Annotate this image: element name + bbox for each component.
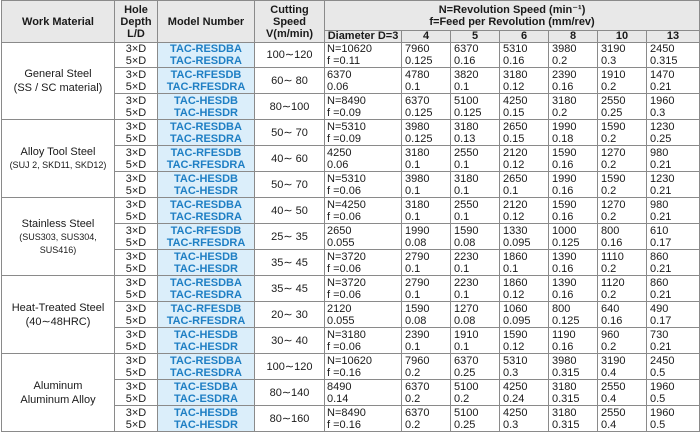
speed-feed-cell: 3980 0.1 [402, 172, 451, 198]
speed-feed-cell: 1590 0.12 [500, 328, 549, 354]
speed-feed-cell-d3: 4250 0.06 [325, 146, 402, 172]
speed-feed-cell: 980 0.21 [647, 198, 700, 224]
speed-feed-cell: 490 0.17 [647, 302, 700, 328]
hole-depth-cell: 3×D 5×D [115, 224, 158, 250]
speed-feed-cell: 4250 0.3 [500, 406, 549, 432]
header-diameter-8: 8 [549, 31, 598, 43]
work-material-line: Alloy Tool Steel [20, 146, 96, 158]
cutting-speed-cell: 80∼100 [255, 94, 325, 120]
speed-feed-cell: 5310 0.3 [500, 354, 549, 380]
cutting-speed-cell: 80∼140 [255, 380, 325, 406]
hole-depth-cell: 3×D 5×D [115, 43, 158, 68]
speed-feed-cell: 4250 0.15 [500, 94, 549, 120]
model-number-cell: TAC-RFESDB TAC-RFESDRA [158, 302, 255, 328]
work-material-cell [2, 198, 115, 276]
cutting-speed-cell: 50∼ 70 [255, 120, 325, 146]
speed-feed-cell: 2550 0.4 [598, 380, 647, 406]
model-number-cell: TAC-RESDBA TAC-RESDRA [158, 120, 255, 146]
speed-feed-cell: 2550 0.4 [598, 406, 647, 432]
work-material-cell [2, 276, 115, 354]
table-row [2, 120, 700, 146]
speed-feed-cell: 2450 0.315 [647, 43, 700, 68]
header-diameter-5: 5 [451, 31, 500, 43]
speed-feed-cell: 3180 0.2 [549, 94, 598, 120]
table-row [2, 43, 700, 68]
hole-depth-cell: 3×D 5×D [115, 94, 158, 120]
speed-feed-cell: 2390 0.1 [402, 328, 451, 354]
speed-feed-cell: 1330 0.095 [500, 224, 549, 250]
header-work-material: Work Material [2, 1, 115, 43]
speed-feed-cell: 1590 0.2 [598, 172, 647, 198]
speed-feed-cell: 2650 0.1 [500, 172, 549, 198]
header-cutting-speed: Cutting Speed V(m/min) [255, 1, 325, 43]
model-number-cell: TAC-RESDBA TAC-RESDRA [158, 43, 255, 68]
speed-feed-cell: 730 0.21 [647, 328, 700, 354]
speed-feed-cell-d3: N=10620 f =0.11 [325, 43, 402, 68]
model-number-cell: TAC-RESDBA TAC-RESDRA [158, 354, 255, 380]
work-material-line: Heat-Treated Steel [11, 301, 105, 314]
header-diameter-13: 13 [647, 31, 700, 43]
speed-feed-cell: 6370 0.16 [451, 43, 500, 68]
work-material-line: (SS / SC material) [13, 82, 103, 94]
speed-feed-cell-d3: 2120 0.055 [325, 302, 402, 328]
hole-depth-cell: 3×D 5×D [115, 120, 158, 146]
speed-feed-cell: 1270 0.2 [598, 146, 647, 172]
speed-feed-cell: 1270 0.08 [451, 302, 500, 328]
work-material-line: (40∼48HRC) [25, 315, 91, 328]
header-model-number: Model Number [158, 1, 255, 43]
work-material-line: (SUJ 2, SKD11, SKD12) [9, 160, 107, 170]
cutting-speed-cell: 60∼ 80 [255, 68, 325, 94]
cutting-speed-cell: 30∼ 40 [255, 328, 325, 354]
speed-feed-cell: 5100 0.2 [451, 380, 500, 406]
work-material-line: Aluminum [33, 379, 83, 392]
speed-feed-cell-d3: 8490 0.14 [325, 380, 402, 406]
speed-feed-cell: 2550 0.1 [451, 146, 500, 172]
speed-feed-cell: 3180 0.315 [549, 380, 598, 406]
work-material-line: Stainless Steel [21, 217, 95, 230]
speed-feed-cell: 1110 0.2 [598, 250, 647, 276]
speed-feed-cell: 1000 0.125 [549, 224, 598, 250]
speed-feed-cell: 3190 0.4 [598, 354, 647, 380]
speed-feed-cell: 2450 0.5 [647, 354, 700, 380]
cutting-speed-cell: 40∼ 60 [255, 146, 325, 172]
cutting-speed-cell: 100∼120 [255, 43, 325, 68]
hole-depth-cell: 3×D 5×D [115, 198, 158, 224]
speed-feed-cell: 2650 0.15 [500, 120, 549, 146]
work-material-cell [2, 120, 115, 198]
speed-feed-cell: 1120 0.2 [598, 276, 647, 302]
speed-feed-cell: 640 0.16 [598, 302, 647, 328]
speed-feed-cell: 4250 0.24 [500, 380, 549, 406]
header-diameter-4: 4 [402, 31, 451, 43]
speed-feed-cell: 1590 0.08 [402, 302, 451, 328]
speed-feed-cell: 3180 0.12 [500, 68, 549, 94]
speed-feed-cell: 3180 0.1 [402, 198, 451, 224]
hole-depth-cell: 3×D 5×D [115, 354, 158, 380]
speed-feed-cell: 1390 0.16 [549, 250, 598, 276]
speed-feed-cell: 3190 0.3 [598, 43, 647, 68]
header-diameter-10: 10 [598, 31, 647, 43]
speed-feed-cell: 6370 0.25 [451, 354, 500, 380]
speed-feed-cell: 3820 0.1 [451, 68, 500, 94]
work-material-cell [2, 354, 115, 432]
cutting-speed-cell: 50∼ 70 [255, 172, 325, 198]
model-number-cell: TAC-HESDB TAC-HESDR [158, 172, 255, 198]
speed-feed-cell-d3: N=5310 f =0.06 [325, 172, 402, 198]
model-number-cell: TAC-HESDB TAC-HESDR [158, 250, 255, 276]
speed-feed-cell: 5310 0.16 [500, 43, 549, 68]
speed-feed-cell: 1230 0.25 [647, 120, 700, 146]
model-number-cell: TAC-RFESDB TAC-RFESDRA [158, 224, 255, 250]
speed-feed-cell: 6370 0.2 [402, 380, 451, 406]
cutting-conditions-table [1, 0, 700, 432]
cutting-speed-cell: 35∼ 45 [255, 250, 325, 276]
work-material-line: General Steel [24, 68, 92, 80]
table-row [2, 276, 700, 302]
table-row [2, 198, 700, 224]
speed-feed-cell: 1590 0.2 [598, 120, 647, 146]
speed-feed-cell: 6370 0.2 [402, 406, 451, 432]
speed-feed-cell: 2550 0.1 [451, 198, 500, 224]
speed-feed-cell: 5100 0.125 [451, 94, 500, 120]
speed-feed-cell-d3: N=3720 f =0.06 [325, 250, 402, 276]
speed-feed-cell-d3: N=5310 f =0.09 [325, 120, 402, 146]
speed-feed-cell: 1990 0.16 [549, 172, 598, 198]
speed-feed-cell: 3180 0.13 [451, 120, 500, 146]
speed-feed-cell: 6370 0.125 [402, 94, 451, 120]
speed-feed-cell: 800 0.16 [598, 224, 647, 250]
model-number-cell: TAC-RESDBA TAC-RESDRA [158, 198, 255, 224]
speed-feed-cell: 1590 0.16 [549, 146, 598, 172]
speed-feed-cell: 960 0.2 [598, 328, 647, 354]
speed-feed-cell: 2550 0.25 [598, 94, 647, 120]
speed-feed-cell-d3: N=3180 f =0.06 [325, 328, 402, 354]
speed-feed-cell: 2230 0.1 [451, 276, 500, 302]
speed-feed-cell: 1190 0.16 [549, 328, 598, 354]
speed-feed-cell: 3980 0.315 [549, 354, 598, 380]
speed-feed-cell: 1990 0.08 [402, 224, 451, 250]
speed-feed-cell: 1060 0.095 [500, 302, 549, 328]
cutting-speed-cell: 20∼ 30 [255, 302, 325, 328]
speed-feed-cell: 3980 0.2 [549, 43, 598, 68]
speed-feed-cell: 1590 0.08 [451, 224, 500, 250]
speed-feed-cell: 5100 0.25 [451, 406, 500, 432]
hole-depth-cell: 3×D 5×D [115, 328, 158, 354]
speed-feed-cell: 2790 0.1 [402, 276, 451, 302]
hole-depth-cell: 3×D 5×D [115, 172, 158, 198]
hole-depth-cell: 3×D 5×D [115, 302, 158, 328]
speed-feed-cell: 800 0.125 [549, 302, 598, 328]
speed-feed-cell: 1910 0.2 [598, 68, 647, 94]
speed-feed-cell: 1390 0.16 [549, 276, 598, 302]
speed-feed-cell-d3: N=4250 f =0.06 [325, 198, 402, 224]
speed-feed-cell: 1470 0.21 [647, 68, 700, 94]
model-number-cell: TAC-HESDB TAC-HESDR [158, 406, 255, 432]
model-number-cell: TAC-HESDB TAC-HESDR [158, 328, 255, 354]
model-number-cell: TAC-HESDB TAC-HESDR [158, 94, 255, 120]
model-number-cell: TAC-RFESDB TAC-RFESDRA [158, 146, 255, 172]
work-material-line: (SUS303, SUS304, SUS416) [19, 231, 97, 255]
speed-feed-cell-d3: N=8490 f =0.09 [325, 94, 402, 120]
speed-feed-cell: 3180 0.1 [451, 172, 500, 198]
speed-feed-cell: 2790 0.1 [402, 250, 451, 276]
speed-feed-cell: 1960 0.5 [647, 380, 700, 406]
speed-feed-cell: 4780 0.1 [402, 68, 451, 94]
speed-feed-cell: 860 0.21 [647, 276, 700, 302]
hole-depth-cell: 3×D 5×D [115, 68, 158, 94]
hole-depth-cell: 3×D 5×D [115, 406, 158, 432]
speed-feed-cell: 2120 0.12 [500, 198, 549, 224]
cutting-speed-cell: 35∼ 45 [255, 276, 325, 302]
work-material-cell [2, 43, 115, 120]
cutting-speed-cell: 40∼ 50 [255, 198, 325, 224]
speed-feed-cell: 7960 0.2 [402, 354, 451, 380]
speed-feed-cell-d3: N=3720 f =0.06 [325, 276, 402, 302]
hole-depth-cell: 3×D 5×D [115, 276, 158, 302]
speed-feed-cell: 1590 0.16 [549, 198, 598, 224]
header-diameter-6: 6 [500, 31, 549, 43]
speed-feed-cell: 610 0.17 [647, 224, 700, 250]
speed-feed-cell: 1960 0.3 [647, 94, 700, 120]
speed-feed-cell-d3: N=10620 f =0.16 [325, 354, 402, 380]
header-hole-depth: Hole Depth L/D [115, 1, 158, 43]
speed-feed-cell: 3980 0.125 [402, 120, 451, 146]
speed-feed-cell: 1910 0.1 [451, 328, 500, 354]
speed-feed-cell: 860 0.21 [647, 250, 700, 276]
model-number-cell: TAC-RESDBA TAC-RESDRA [158, 276, 255, 302]
speed-feed-cell: 1960 0.5 [647, 406, 700, 432]
table-body [2, 43, 700, 432]
speed-feed-cell-d3: 2650 0.055 [325, 224, 402, 250]
model-number-cell: TAC-ESDBA TAC-ESDRA [158, 380, 255, 406]
speed-feed-cell: 1230 0.21 [647, 172, 700, 198]
speed-feed-cell-d3: 6370 0.06 [325, 68, 402, 94]
speed-feed-cell: 2120 0.12 [500, 146, 549, 172]
header-diameter-3: Diameter D=3 [325, 31, 402, 43]
header-revolution-feed: N=Revolution Speed (min⁻¹) f=Feed per Revolution (mm/rev) [325, 1, 700, 31]
speed-feed-cell: 1860 0.12 [500, 276, 549, 302]
speed-feed-cell: 980 0.21 [647, 146, 700, 172]
speed-feed-cell: 2230 0.1 [451, 250, 500, 276]
model-number-cell: TAC-RFESDB TAC-RFESDRA [158, 68, 255, 94]
speed-feed-cell: 1860 0.1 [500, 250, 549, 276]
speed-feed-cell: 3180 0.315 [549, 406, 598, 432]
cutting-speed-cell: 80∼160 [255, 406, 325, 432]
speed-feed-cell: 7960 0.125 [402, 43, 451, 68]
speed-feed-cell: 1270 0.2 [598, 198, 647, 224]
work-material-line: Aluminum Alloy [20, 393, 96, 406]
hole-depth-cell: 3×D 5×D [115, 250, 158, 276]
speed-feed-cell: 1990 0.18 [549, 120, 598, 146]
speed-feed-cell-d3: N=8490 f =0.16 [325, 406, 402, 432]
hole-depth-cell: 3×D 5×D [115, 380, 158, 406]
hole-depth-cell: 3×D 5×D [115, 146, 158, 172]
cutting-speed-cell: 100∼120 [255, 354, 325, 380]
table-row [2, 354, 700, 380]
speed-feed-cell: 2390 0.16 [549, 68, 598, 94]
cutting-speed-cell: 25∼ 35 [255, 224, 325, 250]
speed-feed-cell: 3180 0.1 [402, 146, 451, 172]
